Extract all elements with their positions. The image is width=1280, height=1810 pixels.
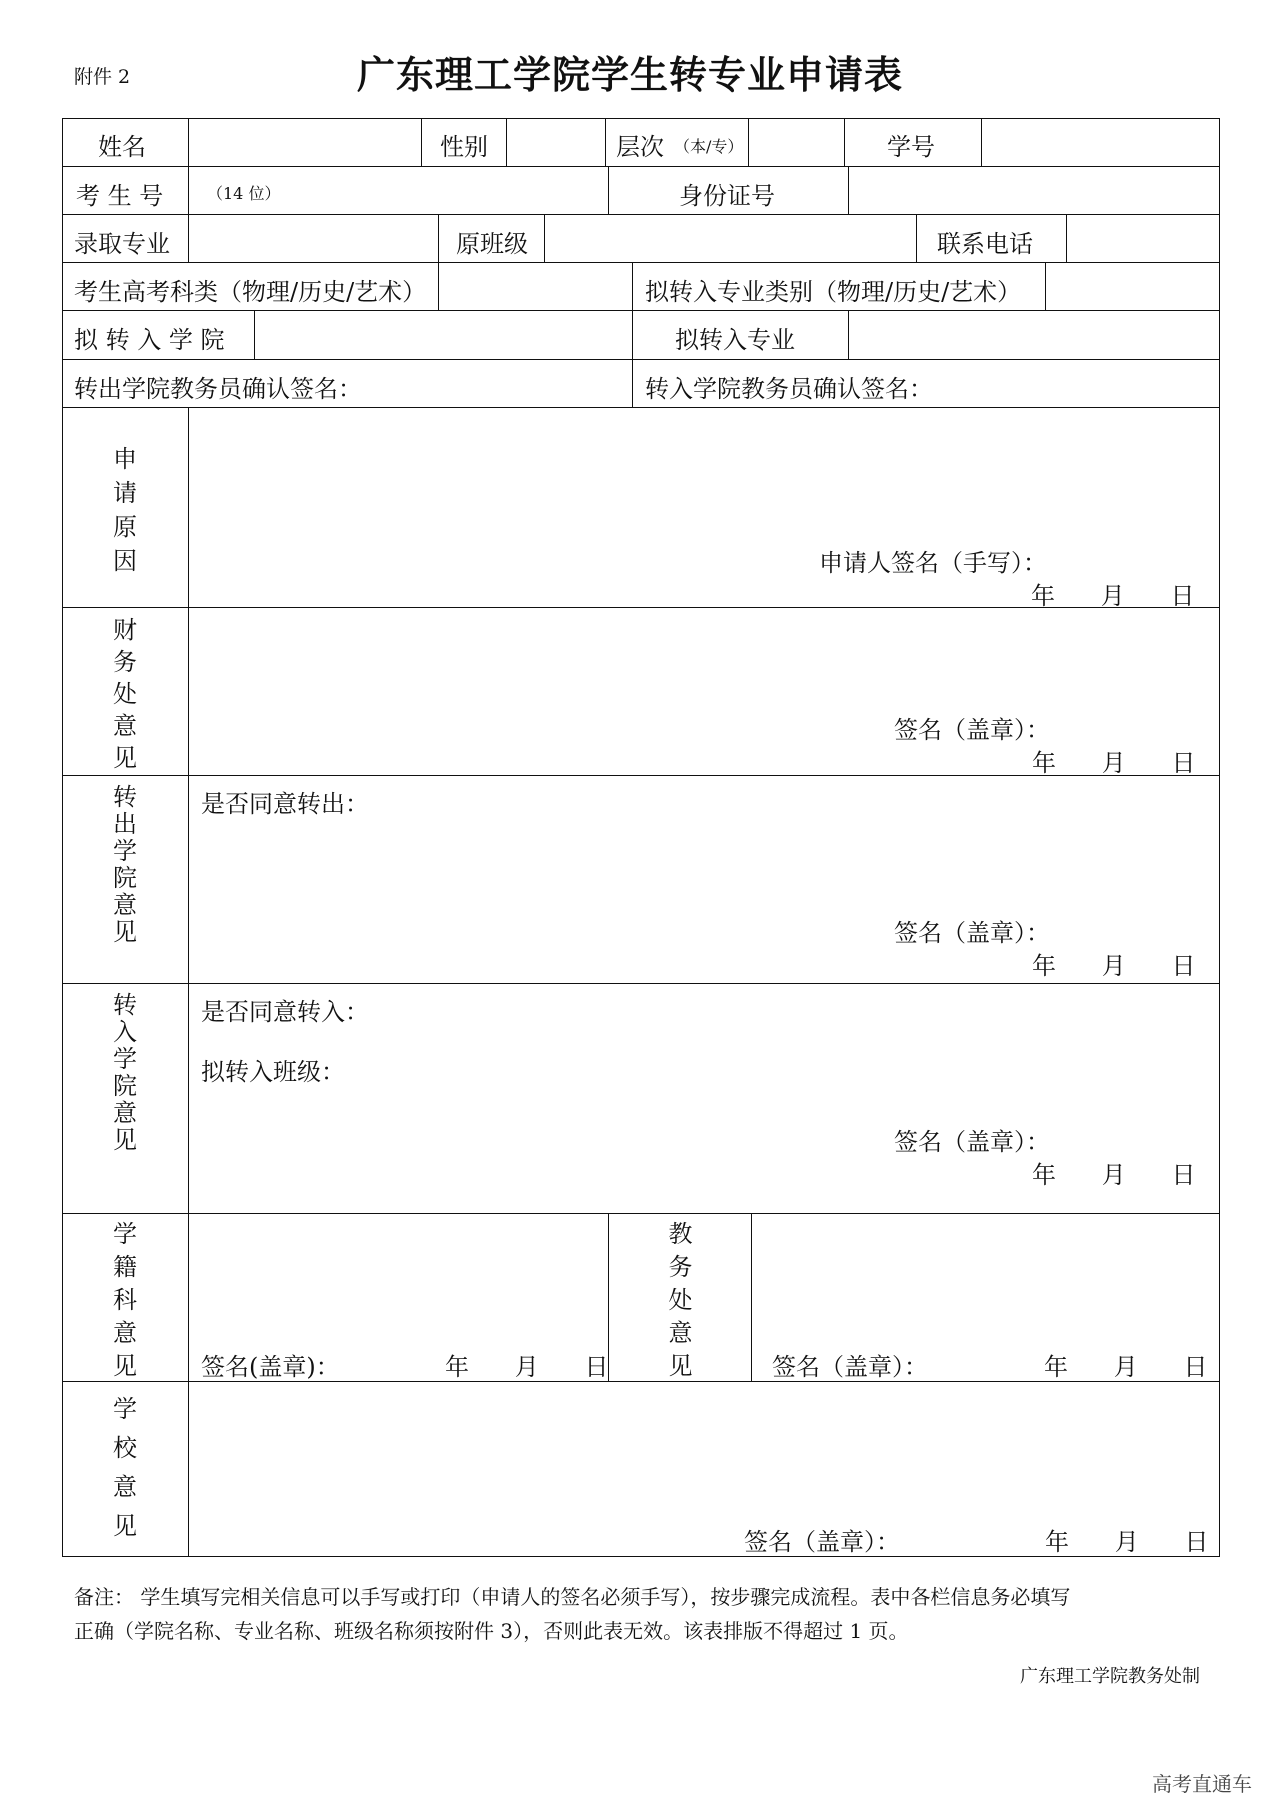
school-label: 学 校 意 见 [113,1395,137,1540]
name-input-cell[interactable] [189,118,422,167]
exam-subject-label-cell [62,263,439,311]
finance-content-cell[interactable] [189,608,1220,776]
academic-affairs-label-cell [609,1214,752,1382]
watermark-text: 高考直通车 [1152,1772,1252,1796]
phone-label: 联系电话 [937,230,1033,258]
admitted-major-input-cell[interactable] [189,215,439,263]
out-college-label: 转 出 学 院 意 见 [113,783,137,946]
footer-note-line1: 备注： 学生填写完相关信息可以手写或打印（申请人的签名必须手写），按步骤完成流程。表中各栏信息务必填写 [74,1585,1071,1609]
reason-date: 年 月 日 [1031,582,1195,610]
application-form-table [62,118,1220,1557]
out-college-content-cell[interactable] [189,776,1220,984]
target-major-input-cell[interactable] [849,311,1220,360]
academic-affairs-label: 教 务 处 意 见 [668,1220,693,1380]
target-major-label: 拟转入专业 [675,326,795,354]
gender-label: 性别 [440,133,488,161]
phone-label-cell [917,215,1067,263]
id-card-label-cell [609,167,849,215]
exam-no-input-cell[interactable] [189,167,609,215]
out-college-sign-label: 签名（盖章）： [894,919,1050,947]
level-input-cell[interactable] [749,118,845,167]
exam-no-label: 考 生 号 [76,182,164,210]
academic-affairs-sign-label: 签名（盖章）： [772,1353,928,1381]
admitted-major-label-cell [62,215,189,263]
out-college-date: 年 月 日 [1032,952,1196,980]
orig-class-label: 原班级 [456,230,528,258]
out-clerk-sign-cell[interactable] [62,360,633,408]
phone-input-cell[interactable] [1067,215,1220,263]
target-category-label-cell [633,263,1046,311]
reason-content-cell[interactable] [189,408,1220,608]
reason-sign-label: 申请人签名（手写）： [819,549,1047,577]
school-date: 年 月 日 [1045,1528,1209,1556]
orig-class-label-cell [439,215,545,263]
in-college-question: 是否同意转入： [201,998,369,1026]
exam-no-label-cell [62,167,189,215]
gender-input-cell[interactable] [507,118,606,167]
target-college-input-cell[interactable] [255,311,633,360]
school-sign-label: 签名（盖章）： [744,1528,900,1556]
finance-sign-label: 签名（盖章）： [894,716,1050,744]
reason-label-cell [62,408,189,608]
registry-date: 年 月 日 [445,1353,609,1381]
level-label: 层次 [616,133,664,161]
in-college-class-question: 拟转入班级： [201,1058,345,1086]
form-title: 广东理工学院学生转专业申请表 [356,53,903,97]
footer-note [74,1580,1214,1648]
academic-affairs-date: 年 月 日 [1044,1353,1208,1381]
student-id-label-cell [845,118,982,167]
finance-date: 年 月 日 [1032,749,1196,777]
form-maker: 广东理工学院教务处制 [1020,1666,1200,1687]
in-college-content-cell[interactable] [189,984,1220,1214]
in-college-sign-label: 签名（盖章）： [894,1128,1050,1156]
in-clerk-sign-cell[interactable] [633,360,1220,408]
finance-label: 财 务 处 意 见 [113,616,137,772]
target-category-label: 拟转入专业类别（物理/历史/艺术） [645,278,1022,306]
admitted-major-label: 录取专业 [74,230,170,258]
student-id-label: 学号 [887,133,935,161]
in-college-date: 年 月 日 [1032,1161,1196,1189]
out-clerk-sign-label: 转出学院教务员确认签名： [74,375,362,403]
in-college-label: 转 入 学 院 意 见 [113,991,137,1154]
target-major-label-cell [633,311,849,360]
id-card-label: 身份证号 [679,182,775,210]
annex-label: 附件 2 [74,66,131,88]
exam-no-hint: （14 位） [207,184,281,203]
registry-label: 学 籍 科 意 见 [113,1220,137,1380]
name-label: 姓名 [98,133,146,161]
id-card-input-cell[interactable] [849,167,1220,215]
out-college-label-cell [62,776,189,984]
reason-label: 申 请 原 因 [113,445,137,575]
registry-sign-label: 签名(盖章)： [201,1353,340,1381]
footer-note-line2: 正确（学院名称、专业名称、班级名称须按附件 3），否则此表无效。该表排版不得超过 1 页。 [74,1619,909,1643]
gender-label-cell [422,118,507,167]
school-content-cell[interactable] [189,1382,1220,1557]
exam-subject-input-cell[interactable] [439,263,633,311]
registry-label-cell [62,1214,189,1382]
target-college-label: 拟 转 入 学 院 [74,326,225,354]
registry-content-cell[interactable] [189,1214,609,1382]
in-college-label-cell [62,984,189,1214]
target-college-label-cell [62,311,255,360]
orig-class-input-cell[interactable] [545,215,917,263]
in-clerk-sign-label: 转入学院教务员确认签名： [645,375,933,403]
target-category-input-cell[interactable] [1046,263,1220,311]
school-label-cell [62,1382,189,1557]
name-label-cell [62,118,189,167]
exam-subject-label: 考生高考科类（物理/历史/艺术） [74,278,427,306]
finance-label-cell [62,608,189,776]
academic-affairs-content-cell[interactable] [752,1214,1220,1382]
level-label-cell [606,118,749,167]
student-id-input-cell[interactable] [982,118,1220,167]
level-hint: （本/专） [674,137,744,156]
out-college-question: 是否同意转出： [201,790,369,818]
